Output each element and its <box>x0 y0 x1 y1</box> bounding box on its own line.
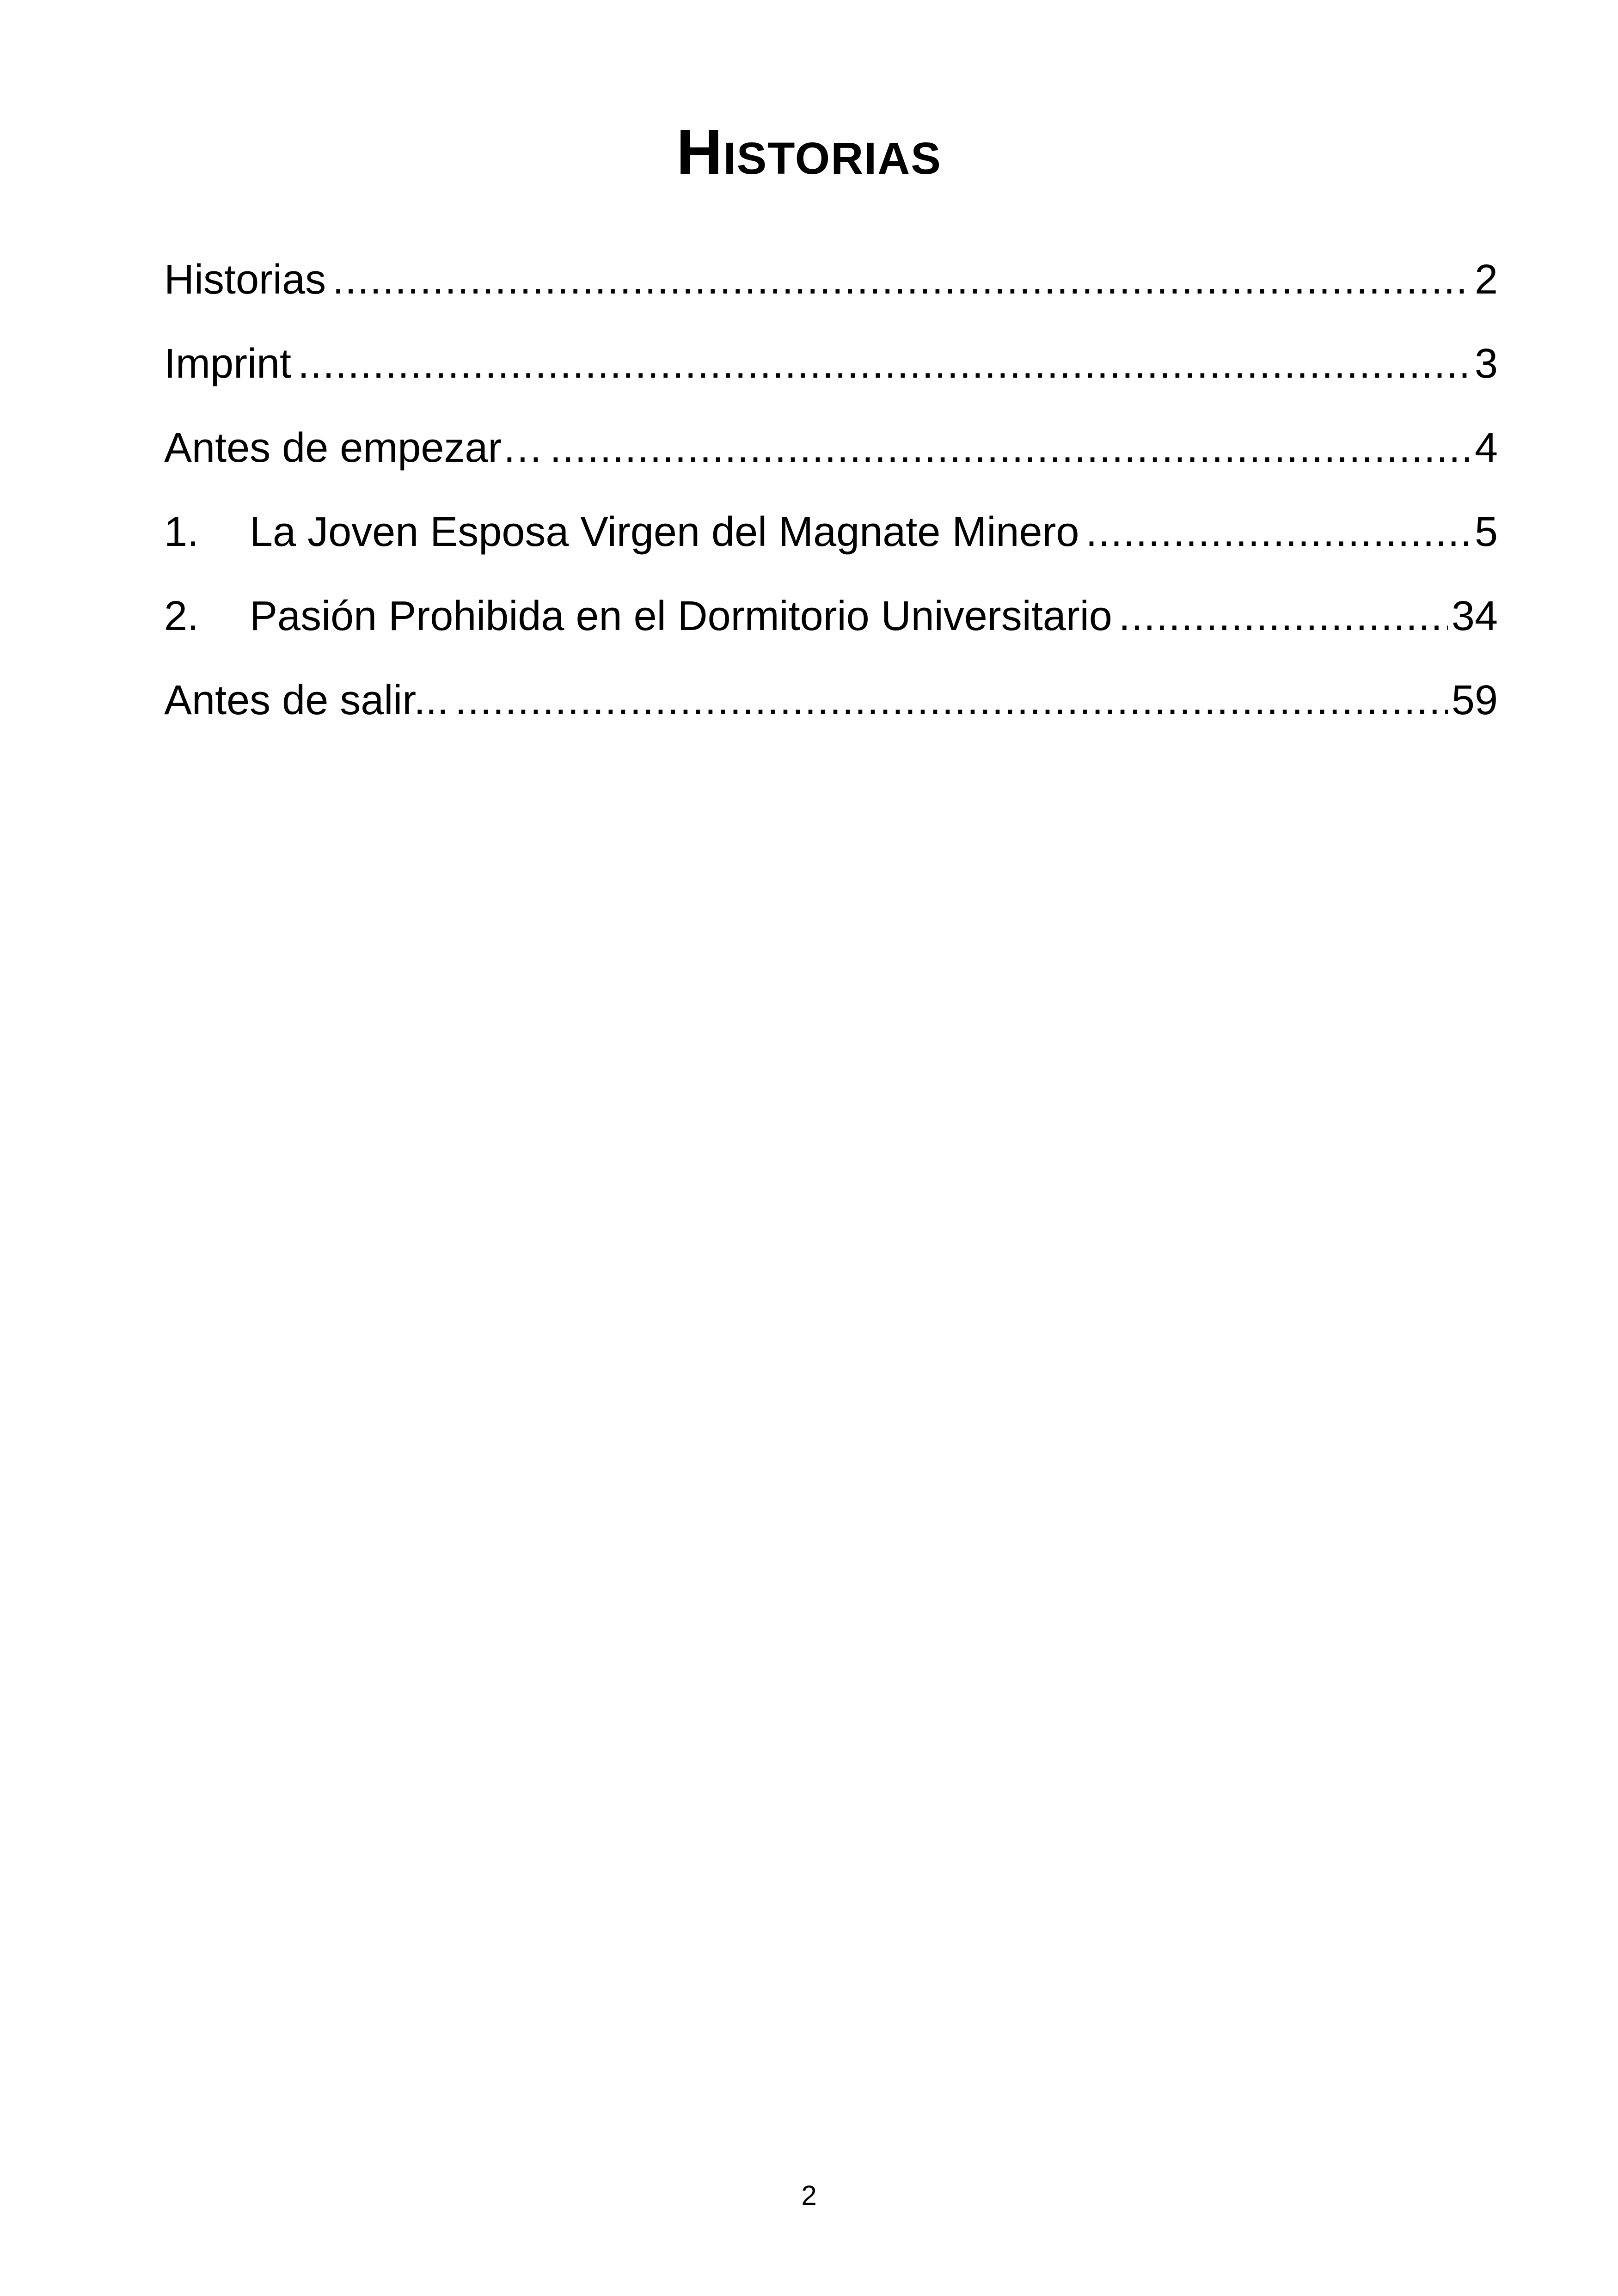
toc-entry-label: Historias <box>164 257 326 303</box>
toc-dot-leader <box>332 259 1471 300</box>
toc-entry-label: La Joven Esposa Virgen del Magnate Minero <box>250 509 1079 555</box>
toc-entry-page: 5 <box>1474 509 1498 555</box>
toc-entry-page: 59 <box>1451 677 1498 723</box>
page-number: 2 <box>801 2180 817 2211</box>
toc-dot-leader <box>298 343 1471 385</box>
toc-entry-label: Pasión Prohibida en el Dormitorio Universitario <box>250 593 1112 639</box>
toc-dot-leader <box>455 680 1448 721</box>
page-title: Historias <box>676 116 942 188</box>
toc-entry-number: 2. <box>164 593 199 639</box>
toc-dot-leader <box>1085 511 1471 553</box>
toc-entry-page: 2 <box>1474 257 1498 303</box>
toc-entry-antes-de-empezar[interactable] <box>164 413 1498 469</box>
toc-entry-label: Antes de empezar… <box>164 425 544 471</box>
toc-entry-label: Imprint <box>164 341 292 387</box>
toc-entry-label: Antes de salir... <box>164 677 449 723</box>
toc-dot-leader <box>550 427 1471 469</box>
toc-entry-imprint[interactable] <box>164 329 1498 385</box>
toc-entry-number: 1. <box>164 509 199 555</box>
toc-entry-chapter-1[interactable] <box>164 497 1498 553</box>
toc-entry-page: 3 <box>1474 341 1498 387</box>
toc-entry-page: 34 <box>1451 593 1498 639</box>
toc-entry-historias[interactable] <box>164 245 1498 303</box>
toc-dot-leader <box>1119 595 1448 637</box>
toc-entry-antes-de-salir[interactable] <box>164 666 1498 721</box>
toc-entry-page: 4 <box>1474 425 1498 471</box>
toc-entry-chapter-2[interactable] <box>164 582 1498 637</box>
